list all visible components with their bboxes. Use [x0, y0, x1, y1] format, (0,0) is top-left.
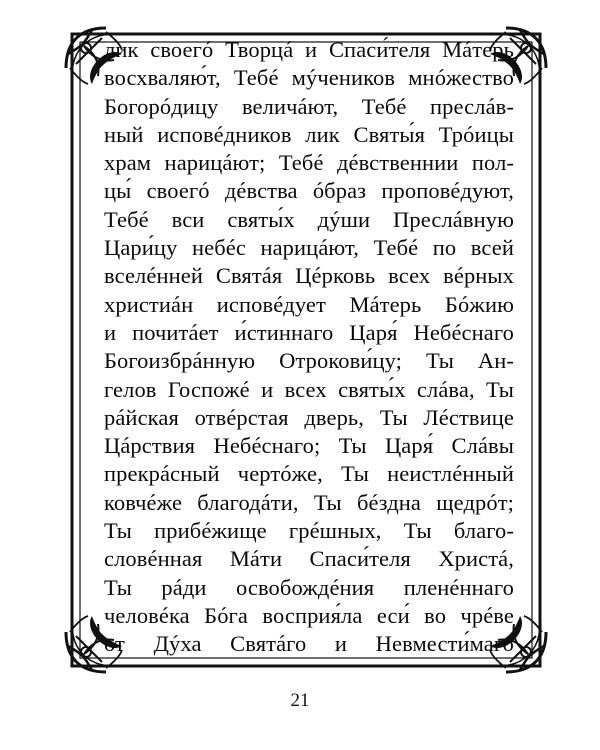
text-line: храм нарицáют; Тебé дéвственнии пол-: [104, 150, 514, 176]
text-line: христиáн исповéдует Мáтерь Бóжию: [104, 291, 514, 317]
prayer-text-block: [104, 36, 514, 659]
text-line: восхваляю́т, Тебé мýчеников мнóжество: [104, 65, 514, 91]
text-line: от Дýха Святáго и Невмести́маго: [104, 631, 514, 657]
text-line: Тебé вси святы́х дýши Преслáвную: [104, 206, 514, 232]
text-line: прекрáсный чертóже, Ты неистлéнный: [104, 461, 514, 487]
text-line: Цари́цу небéс нарицáют, Тебé по всей: [104, 235, 514, 261]
text-line: человéка Бóга восприя́ла еси́ во чрéве: [104, 602, 514, 628]
text-line: ковчéже благодáти, Ты бéздна щедрóт;: [104, 489, 514, 515]
text-line: цы́ своегó дéвства óбраз проповéдуют,: [104, 178, 514, 204]
text-line: лик своегó Творцá и Спаси́теля Мáтерь: [104, 37, 514, 62]
text-line: Богоизбрáнную Отрокови́цу; Ты Ан-: [104, 348, 514, 374]
text-line: Цáрствия Небéснаго; Ты Царя́ Слáвы: [104, 433, 514, 459]
text-line: Ты прибéжище грéшных, Ты благо-: [104, 518, 514, 544]
text-line: Богорóдицу величáют, Тебé преслáв-: [104, 93, 514, 119]
text-line: и почитáет и́стиннаго Царя́ Небéснаго: [104, 319, 514, 345]
text-line: рáйская отвéрстая дверь, Ты Лéствице: [104, 404, 514, 430]
page-number: 21: [290, 690, 310, 711]
text-line: Ты рáди освобождéния пленéннаго: [104, 574, 514, 600]
text-line: вселéнней Святáя Цéрковь всех вéрных: [104, 263, 514, 289]
text-line: ный исповéдников лик Святы́я Трóицы: [104, 121, 514, 147]
text-line: словéнная Мáти Спаси́теля Христá,: [104, 546, 514, 572]
text-line: гелов Госпожé и всех святы́х слáва, Ты: [104, 376, 514, 402]
